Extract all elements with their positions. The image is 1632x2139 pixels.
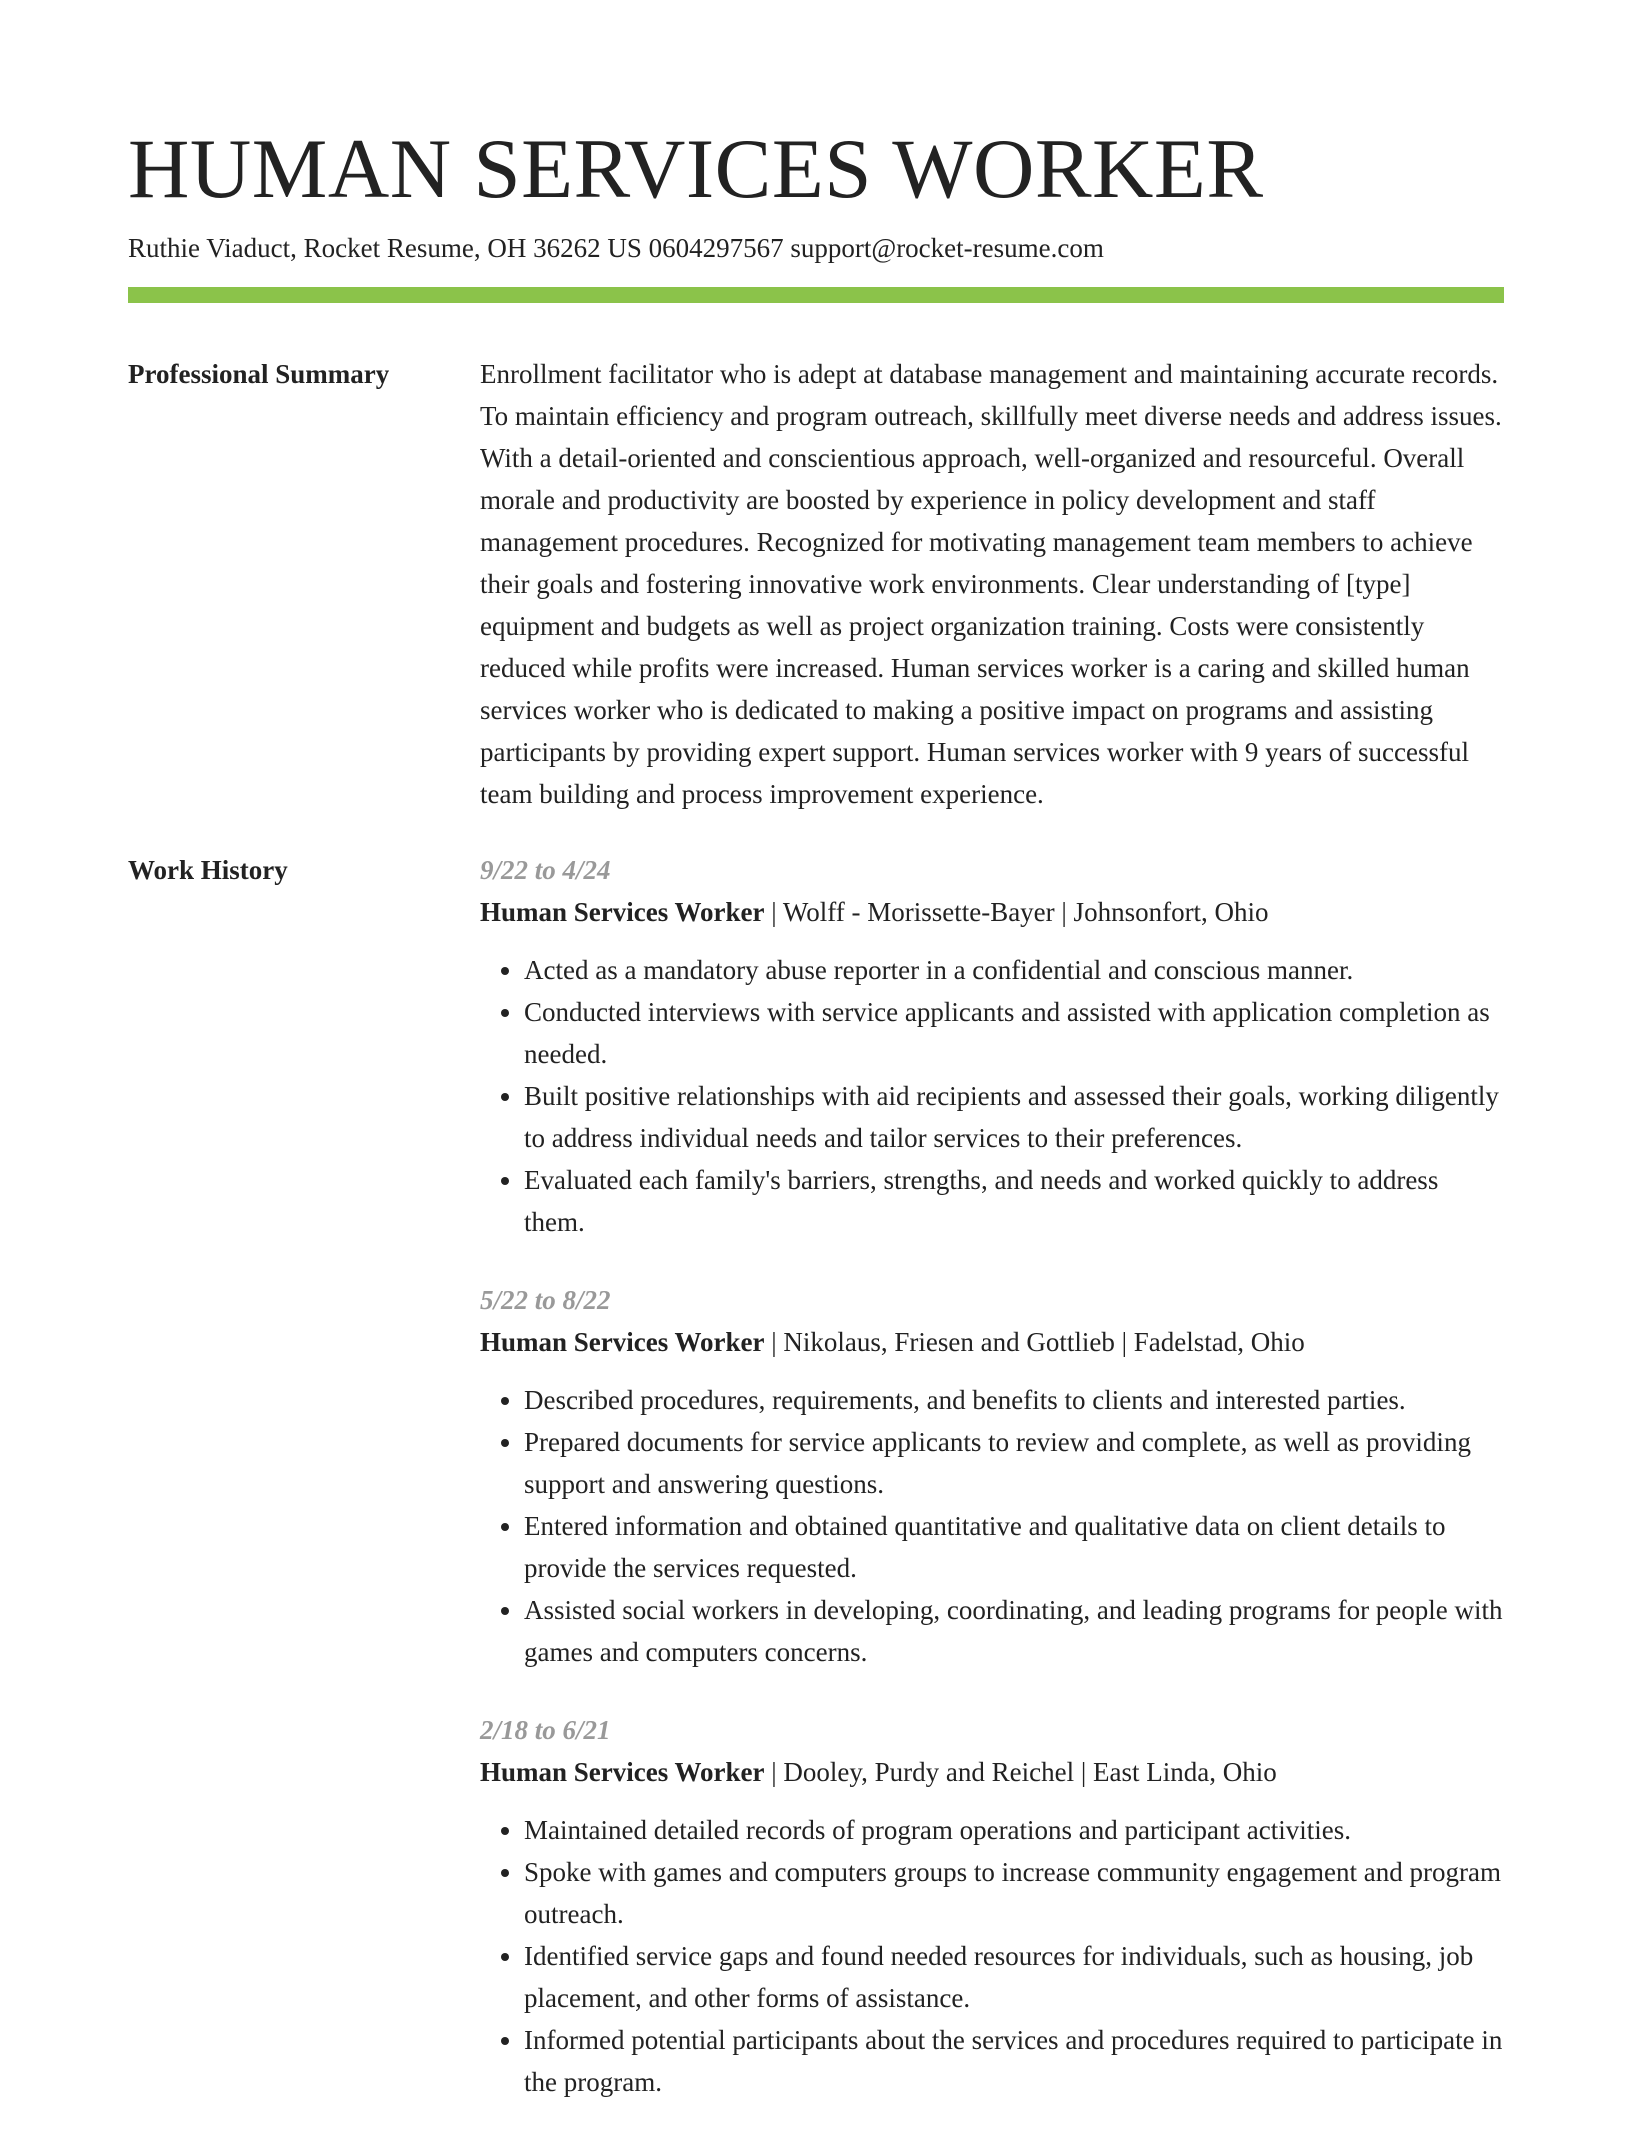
summary-text: Enrollment facilitator who is adept at database management and maintaining accurate records. To maintain efficiency and program outreach, skillfully meet diverse needs and address issues. With a detail-oriented and conscientious approach, well-organized and resourceful. Overall morale and productivity are boosted by experience in policy development and staff management procedures. Recognized for motivating management team members to achieve their goals and fostering innovative work environments. Clear understanding of [type] equipment and budgets as well as project organization training. Costs were consistently reduced while profits were increased. Human services worker is a caring and skilled human services worker who is dedicated to making a positive impact on programs and assisting participants by providing expert support. Human services worker with 9 years of successful team building and process improvement experience. xyxy=(480,359,1502,809)
job-bullet: • Conducted interviews with service applicants and assisted with application completion as needed. xyxy=(524,991,1504,1075)
job-bullets xyxy=(480,1809,1504,2103)
job-role: Human Services Worker xyxy=(480,897,765,927)
job-bullet: • Prepared documents for service applicants to review and complete, as well as providing support and answering questions. xyxy=(524,1421,1504,1505)
job-heading xyxy=(480,891,1504,933)
section-label-summary: Professional Summary xyxy=(128,359,390,389)
job-entry xyxy=(480,1709,1504,2103)
job-entry xyxy=(480,849,1504,1243)
job-bullet: • Built positive relationships with aid recipients and assessed their goals, working diligently to address individual needs and tailor services to their preferences. xyxy=(524,1075,1504,1159)
job-bullets xyxy=(480,949,1504,1243)
professional-summary-section xyxy=(128,353,1504,815)
job-bullets xyxy=(480,1379,1504,1673)
job-bullet: • Assisted social workers in developing, coordinating, and leading programs for people with games and computers concerns. xyxy=(524,1589,1504,1673)
job-dates: 5/22 to 8/22 xyxy=(480,1285,611,1315)
job-employer-location: | Wolff - Morissette-Bayer | Johnsonfort, Ohio xyxy=(764,897,1269,927)
job-role: Human Services Worker xyxy=(480,1327,765,1357)
header-divider xyxy=(128,287,1504,303)
work-history-section xyxy=(128,849,1504,2139)
job-bullet: • Described procedures, requirements, and benefits to clients and interested parties. xyxy=(524,1379,1504,1421)
job-bullet: • Maintained detailed records of program operations and participant activities. xyxy=(524,1809,1504,1851)
job-bullet: • Informed potential participants about the services and procedures required to participate in the program. xyxy=(524,2019,1504,2103)
job-entry xyxy=(480,1279,1504,1673)
job-bullet: • Spoke with games and computers groups to increase community engagement and program outreach. xyxy=(524,1851,1504,1935)
job-dates: 9/22 to 4/24 xyxy=(480,855,611,885)
section-label-work-history: Work History xyxy=(128,855,288,885)
job-heading xyxy=(480,1751,1504,1793)
job-role: Human Services Worker xyxy=(480,1757,765,1787)
job-bullet: • Identified service gaps and found needed resources for individuals, such as housing, job placement, and other forms of assistance. xyxy=(524,1935,1504,2019)
contact-info: Ruthie Viaduct, Rocket Resume, OH 36262 US 0604297567 support@rocket-resume.com xyxy=(128,233,1104,263)
job-employer-location: | Dooley, Purdy and Reichel | East Linda, Ohio xyxy=(764,1757,1277,1787)
job-bullet: • Entered information and obtained quantitative and qualitative data on client details to provide the services requested. xyxy=(524,1505,1504,1589)
job-employer-location: | Nikolaus, Friesen and Gottlieb | Fadelstad, Ohio xyxy=(764,1327,1305,1357)
job-bullet: • Acted as a mandatory abuse reporter in a confidential and conscious manner. xyxy=(524,949,1504,991)
job-heading xyxy=(480,1321,1504,1363)
summary-body xyxy=(480,353,1504,815)
work-history-body xyxy=(480,849,1504,2139)
resume-page xyxy=(128,0,1504,2139)
resume-title: HUMAN SERVICES WORKER xyxy=(128,122,1264,216)
job-dates: 2/18 to 6/21 xyxy=(480,1715,611,1745)
job-bullet: • Evaluated each family's barriers, strengths, and needs and worked quickly to address them. xyxy=(524,1159,1504,1243)
